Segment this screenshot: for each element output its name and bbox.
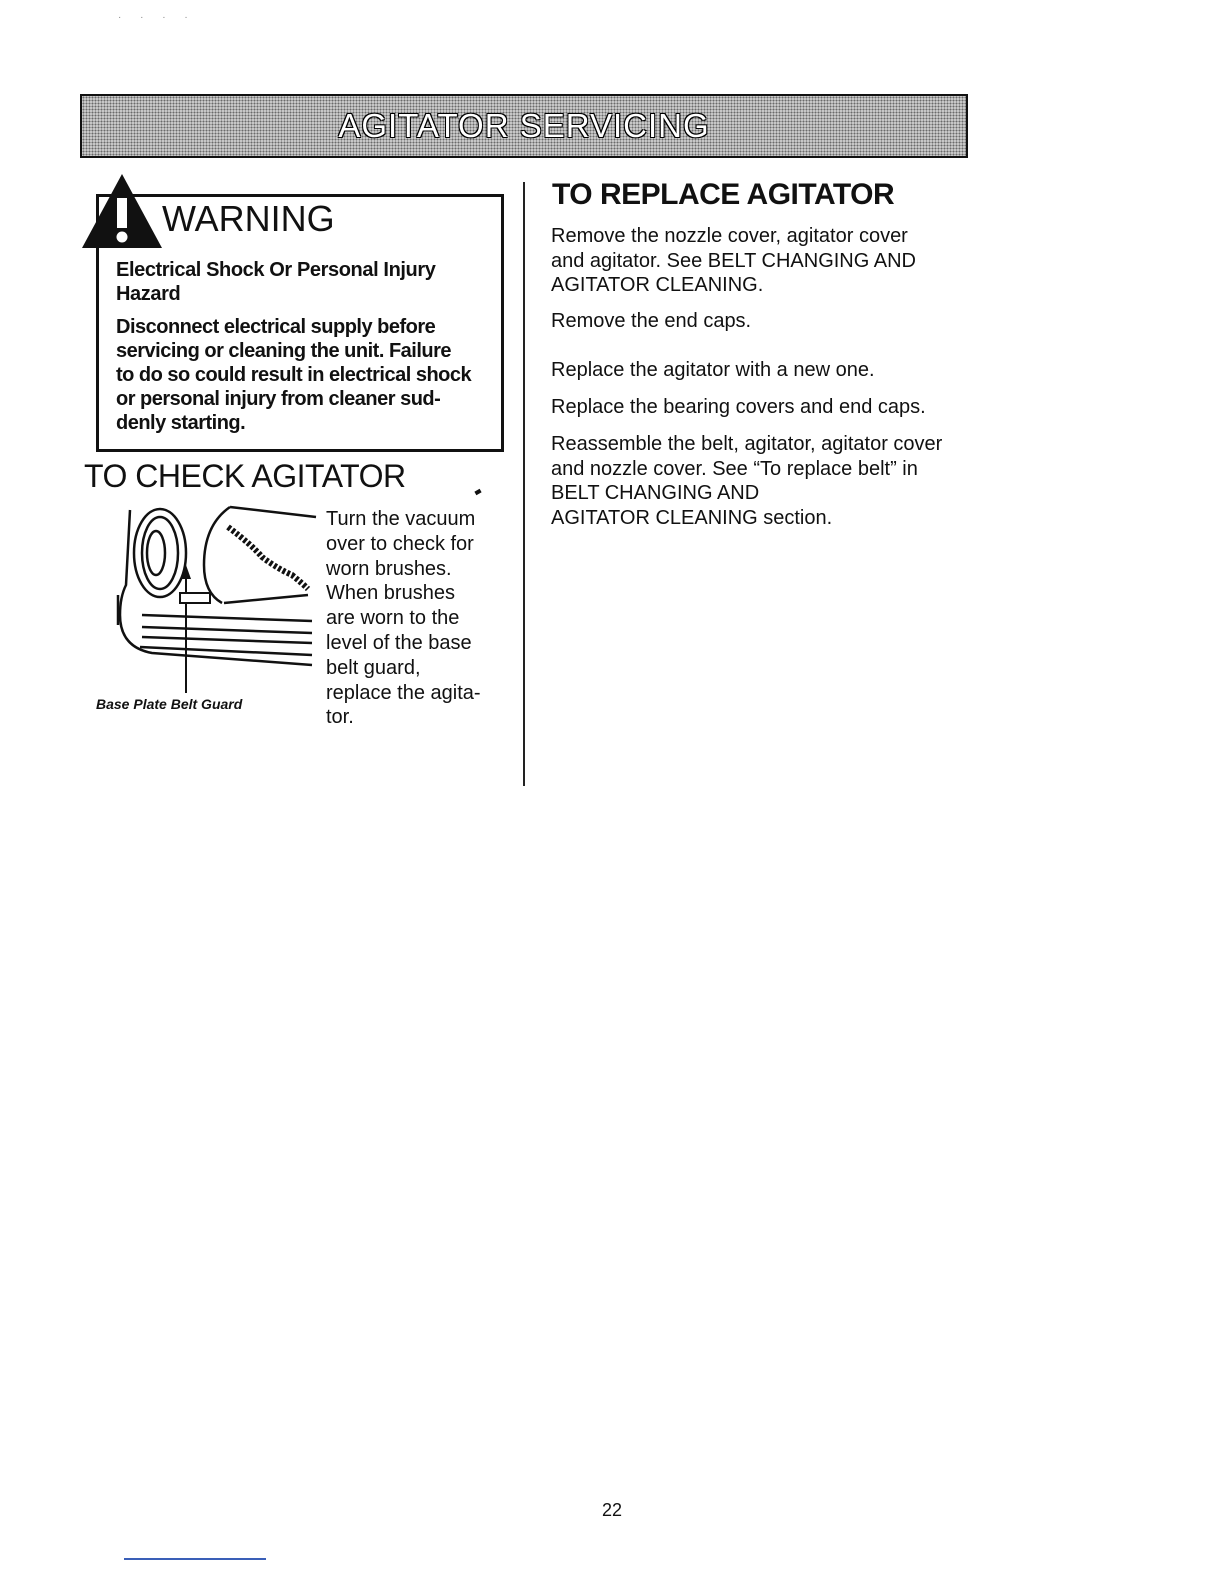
warning-body-line: Disconnect electrical supply before xyxy=(116,316,436,338)
check-agitator-text xyxy=(326,507,498,730)
check-text-line: When brushes xyxy=(326,582,455,605)
stray-mark xyxy=(474,489,481,495)
illustration-caption: Base Plate Belt Guard xyxy=(96,696,243,712)
warning-hazard-line: Hazard xyxy=(116,283,181,305)
footer-rule xyxy=(124,1558,266,1560)
warning-body-line: or personal injury from cleaner sud- xyxy=(116,388,441,410)
replace-paragraph xyxy=(551,309,971,334)
warning-body-line: denly starting. xyxy=(116,412,246,434)
check-text-line: Turn the vacuum xyxy=(326,508,476,530)
warning-triangle-icon xyxy=(80,170,164,250)
replace-line: Replace the agitator with a new one. xyxy=(551,359,875,381)
check-text-line: level of the base xyxy=(326,631,472,654)
replace-line: and nozzle cover. See “To replace belt” in xyxy=(551,457,918,480)
replace-line: AGITATOR CLEANING. xyxy=(551,274,764,296)
replace-agitator-heading: TO REPLACE AGITATOR xyxy=(552,178,895,211)
replace-paragraph xyxy=(551,432,971,530)
column-divider xyxy=(523,182,525,786)
scan-marks: · · · · xyxy=(118,12,196,23)
warning-hazard-line: Electrical Shock Or Personal Injury xyxy=(116,259,436,281)
replace-line: and agitator. See BELT CHANGING AND xyxy=(551,249,916,272)
check-text-line: worn brushes. xyxy=(326,557,452,580)
warning-hazard xyxy=(116,258,486,306)
check-text-line: replace the agita- xyxy=(326,681,481,704)
warning-body xyxy=(116,315,496,435)
section-title: AGITATOR SERVICING xyxy=(338,107,710,144)
check-agitator-heading: TO CHECK AGITATOR xyxy=(84,458,406,494)
agitator-illustration xyxy=(112,505,324,695)
replace-line: Remove the end caps. xyxy=(551,310,752,332)
replace-line: Remove the nozzle cover, agitator cover xyxy=(551,225,908,247)
replace-line: Reassemble the belt, agitator, agitator cover xyxy=(551,433,943,455)
check-text-line: are worn to the xyxy=(326,607,460,630)
check-text-line: over to check for xyxy=(326,532,474,555)
replace-paragraph xyxy=(551,224,971,298)
replace-line: Replace the bearing covers and end caps. xyxy=(551,396,926,418)
replace-paragraph xyxy=(551,395,971,420)
replace-paragraph xyxy=(551,358,971,383)
replace-line: AGITATOR CLEANING section. xyxy=(551,506,833,529)
warning-body-line: to do so could result in electrical shock xyxy=(116,364,472,386)
replace-line: BELT CHANGING AND xyxy=(551,482,760,504)
page-number: 22 xyxy=(601,1500,623,1520)
check-text-line: tor. xyxy=(326,706,354,729)
warning-title: WARNING xyxy=(162,198,335,239)
warning-body-line: servicing or cleaning the unit. Failure xyxy=(116,340,452,362)
check-text-line: belt guard, xyxy=(326,656,421,679)
section-banner xyxy=(80,94,968,158)
